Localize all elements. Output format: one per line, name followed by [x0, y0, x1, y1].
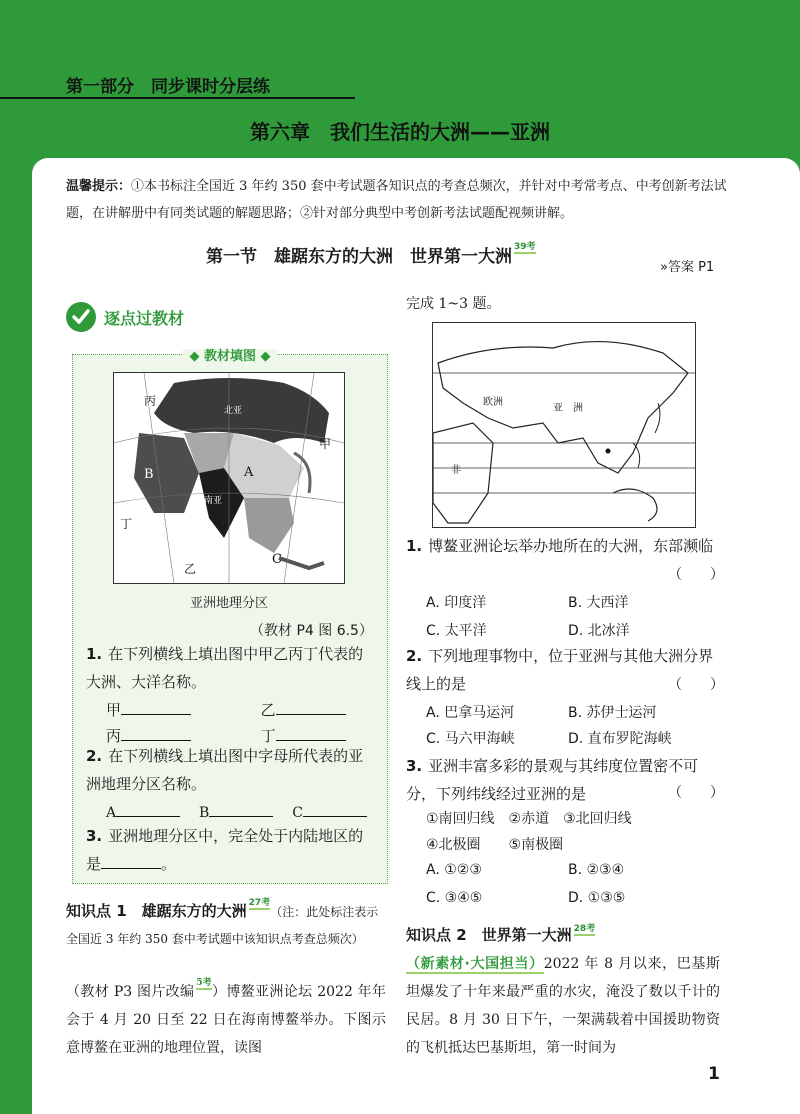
- map1-label-bing: 丙: [144, 394, 157, 408]
- right-q3-items-row1: ①南回归线 ②赤道 ③北回归线: [426, 811, 632, 827]
- kp1-title: 知识点 1 雄踞东方的大洲: [66, 902, 247, 920]
- map1-label-north-asia: 北亚: [224, 406, 243, 416]
- asia-regions-map: [113, 372, 345, 584]
- left-q1-bing-blank[interactable]: [121, 722, 191, 741]
- left-q1-jia-blank[interactable]: [121, 696, 191, 715]
- left-q1-ding-label: 丁: [260, 727, 276, 745]
- left-q1-jia-label: 甲: [106, 701, 122, 719]
- boao-location-map: [432, 322, 696, 528]
- part-title: 第一部分 同步课时分层练: [66, 77, 270, 97]
- left-q3-blank[interactable]: [101, 850, 161, 869]
- left-q1-yi-blank[interactable]: [276, 696, 346, 715]
- map1-label-ding: 丁: [120, 517, 133, 531]
- check-heading: [66, 302, 184, 332]
- right-q3-option-a[interactable]: A. ①②③: [426, 862, 482, 878]
- check-heading-label: 逐点过教材: [104, 308, 185, 328]
- kp2-paragraph: [406, 950, 720, 1062]
- page-number: 1: [708, 1064, 720, 1084]
- knowledge-point-1: [66, 898, 386, 952]
- map2-label-asia: 亚 洲: [553, 403, 583, 414]
- right-q1-option-b[interactable]: B. 大西洋: [568, 595, 629, 611]
- left-q3-number: 3.: [86, 827, 103, 845]
- right-q1-number: 1.: [406, 537, 423, 555]
- left-q1-blanks-row1: [106, 696, 376, 724]
- left-q2-c-blank[interactable]: [303, 798, 367, 817]
- knowledge-point-2: [406, 924, 595, 945]
- tip-block: [66, 173, 736, 227]
- left-q3-text: 亚洲地理分区中，完全处于内陆地区的是: [86, 827, 364, 873]
- section-title: [206, 242, 536, 267]
- map1-label-south-asia: 南亚: [204, 496, 223, 506]
- map1-label-yi: 乙: [184, 562, 197, 576]
- left-q1-yi-label: 乙: [260, 701, 276, 719]
- right-q2-option-b[interactable]: B. 苏伊士运河: [568, 705, 657, 721]
- right-question-1: [406, 532, 726, 560]
- map1-label-c: C: [272, 552, 282, 567]
- map2-label-europe: 欧洲: [483, 397, 503, 408]
- kp1-para-source: （教材 P3 图片改编: [66, 984, 195, 1000]
- left-question-1: [86, 640, 376, 696]
- right-q2-answer-paren[interactable]: （ ）: [668, 677, 724, 693]
- left-question-2: [86, 742, 376, 798]
- map1-source: （教材 P4 图 6.5）: [250, 623, 373, 639]
- kp2-new-material-tag: （新素材·大国担当）: [406, 956, 544, 972]
- left-q2-number: 2.: [86, 747, 103, 765]
- right-q3-option-d[interactable]: D. ①③⑤: [568, 890, 626, 906]
- left-q3-text-end: 。: [161, 855, 177, 873]
- left-q1-number: 1.: [86, 645, 103, 663]
- right-q1-option-d[interactable]: D. 北冰洋: [568, 623, 630, 639]
- map1-label-b: B: [144, 467, 154, 482]
- map1-label-jia: 甲: [319, 437, 332, 451]
- right-q2-number: 2.: [406, 647, 423, 665]
- map1-caption: 亚洲地理分区: [189, 596, 268, 611]
- tip-text: ①本书标注全国近 3 年约 350 套中考试题各知识点的考查总频次，并针对中考常考点、中考创新考法试题，在讲解册中有同类试题的解题思路；②针对部分典型中考创新考法试题配视频讲解。: [66, 179, 727, 221]
- left-q2-b-label: B: [199, 805, 210, 821]
- chapter-title: 第六章 我们生活的大洲——亚洲: [250, 120, 550, 144]
- right-q3-items-row2: ④北极圈 ⑤南极圈: [426, 837, 564, 853]
- section-exam-badge: 39考: [514, 242, 536, 252]
- left-q2-a-label: A: [106, 805, 117, 821]
- right-q1-answer-paren[interactable]: （ ）: [668, 567, 724, 583]
- kp2-title: 知识点 2 世界第一大洲: [406, 926, 572, 944]
- fill-box-header: [73, 345, 387, 364]
- section-title-text: 第一节 雄踞东方的大洲 世界第一大洲: [206, 247, 512, 267]
- tip-label: 温馨提示：: [66, 179, 132, 194]
- right-q3-option-c[interactable]: C. ③④⑤: [426, 890, 483, 906]
- kp1-note: （注：此处标注表示全国近 3 年约 350 套中考试题中该知识点考查总频次）: [66, 905, 379, 946]
- answer-reference: »答案 P1: [660, 260, 715, 275]
- right-q3-option-b[interactable]: B. ②③④: [568, 862, 625, 878]
- fill-box-header-text: ◆ 教材填图 ◆: [183, 349, 276, 364]
- left-q2-b-blank[interactable]: [209, 798, 273, 817]
- kp1-exam-badge: 27考: [248, 898, 271, 908]
- map1-label-a: A: [244, 465, 254, 480]
- right-q1-text: 博鳌亚洲论坛举办地所在的大洲，东部濒临: [428, 537, 714, 555]
- kp1-paragraph: [66, 978, 386, 1062]
- kp1-para-badge: 5考: [196, 978, 212, 988]
- right-q3-answer-paren[interactable]: （ ）: [668, 785, 724, 801]
- right-q1-option-c[interactable]: C. 太平洋: [426, 623, 487, 639]
- right-q2-option-a[interactable]: A. 巴拿马运河: [426, 705, 515, 721]
- kp1-para-text: ）博鳌亚洲论坛 2022 年年会于 4 月 20 日至 22 日在海南博鳌举办。下图示意博鳌在亚洲的地理位置，读图: [66, 984, 387, 1056]
- left-q1-text: 在下列横线上填出图中甲乙丙丁代表的大洲、大洋名称。: [86, 645, 364, 691]
- kp2-para-text: 2022 年 8 月以来，巴基斯坦爆发了十年来最严重的水灾，淹没了数以千计的民居。8 月 30 日下午，一架满载着中国援助物资的飞机抵达巴基斯坦，第一时间为: [406, 956, 720, 1056]
- map2-label-africa: 非: [451, 465, 461, 476]
- part-title-rule: [0, 97, 355, 99]
- check-icon: [66, 302, 96, 332]
- kp2-exam-badge: 28考: [573, 924, 596, 934]
- right-q3-number: 3.: [406, 757, 423, 775]
- left-q1-ding-blank[interactable]: [276, 722, 346, 741]
- right-q2-option-c[interactable]: C. 马六甲海峡: [426, 731, 515, 747]
- right-q3-text: 亚洲丰富多彩的景观与其纬度位置密不可分，下列纬线经过亚洲的是: [406, 757, 699, 803]
- left-q2-a-blank[interactable]: [116, 798, 180, 817]
- left-q1-bing-label: 丙: [106, 727, 122, 745]
- right-intro: 完成 1~3 题。: [406, 296, 501, 312]
- right-q2-option-d[interactable]: D. 直布罗陀海峡: [568, 731, 672, 747]
- right-q1-option-a[interactable]: A. 印度洋: [426, 595, 487, 611]
- right-q2-text: 下列地理事物中，位于亚洲与其他大洲分界线上的是: [406, 647, 714, 693]
- left-q2-text: 在下列横线上填出图中字母所代表的亚洲地理分区名称。: [86, 747, 364, 793]
- left-question-3: [86, 822, 376, 878]
- left-q2-c-label: C: [292, 805, 303, 821]
